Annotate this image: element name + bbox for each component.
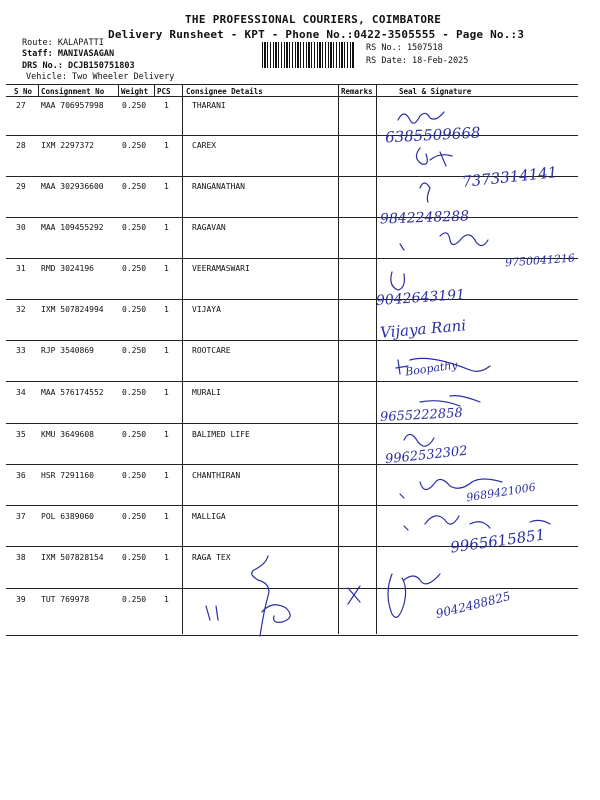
row-consignee: RANGANATHAN [192, 182, 245, 191]
row-weight: 0.250 [122, 388, 147, 397]
rs-date: RS Date: 18-Feb-2025 [366, 56, 469, 66]
cross-mark [348, 586, 360, 604]
row-weight: 0.250 [122, 223, 147, 232]
row-consignee: RAGA TEX [192, 553, 231, 562]
row-consignment: IXM 507824994 [41, 305, 104, 314]
signature-scribble [252, 556, 290, 636]
row-sno: 31 [16, 264, 26, 273]
handwritten-signature: 9750041216 [504, 251, 576, 270]
row-consignee: CAREX [192, 141, 217, 150]
handwritten-signature: Vijaya Rani [379, 316, 467, 342]
company-title: THE PROFESSIONAL COURIERS, COIMBATORE [185, 13, 442, 26]
row-weight: 0.250 [122, 430, 147, 439]
handwritten-signature: 9655222858 [379, 405, 464, 426]
row-consignment: RMD 3024196 [41, 264, 94, 273]
signature-scribble [398, 112, 444, 123]
handwritten-signature: Boopathy [404, 358, 459, 379]
handwritten-signature: 9042488825 [434, 588, 512, 622]
row-consignment: POL 6389060 [41, 512, 94, 521]
handwritten-signature: 9842248288 [379, 208, 470, 228]
tally-mark [206, 606, 218, 620]
row-consignment: TUT 769978 [41, 595, 90, 604]
row-weight: 0.250 [122, 553, 147, 562]
row-consignment: IXM 2297372 [41, 141, 94, 150]
signature-scribble [400, 479, 502, 498]
row-consignment: MAA 302936600 [41, 182, 104, 191]
row-weight: 0.250 [122, 471, 147, 480]
row-weight: 0.250 [122, 512, 147, 521]
signature-scribble [400, 233, 488, 250]
row-consignment: MAA 706957998 [41, 101, 104, 110]
runsheet-subtitle: Delivery Runsheet - KPT - Phone No.:0422-3505555 - Page No.:3 [108, 28, 525, 41]
row-pcs: 1 [164, 430, 169, 439]
col-header-consignee: Consignee Details [186, 87, 263, 96]
handwritten-signature: 9965615851 [449, 525, 547, 557]
row-consignee: MURALI [192, 388, 221, 397]
row-weight: 0.250 [122, 182, 147, 191]
row-weight: 0.250 [122, 346, 147, 355]
row-consignee: THARANI [192, 101, 226, 110]
row-consignment: MAA 576174552 [41, 388, 104, 397]
row-sno: 34 [16, 388, 26, 397]
signature-scribble [404, 434, 434, 446]
row-sno: 29 [16, 182, 26, 191]
staff-label: Staff: MANIVASAGAN [22, 49, 115, 59]
row-sno: 32 [16, 305, 26, 314]
row-sno: 38 [16, 553, 26, 562]
handwritten-signature: 9689421006 [465, 480, 537, 505]
row-sno: 28 [16, 141, 26, 150]
row-consignee: VIJAYA [192, 305, 221, 314]
col-header-sno: S No [14, 87, 33, 96]
row-pcs: 1 [164, 471, 169, 480]
rs-number: RS No.: 1507518 [366, 43, 443, 53]
row-consignee: BALIMED LIFE [192, 430, 250, 439]
row-pcs: 1 [164, 512, 169, 521]
signature-scribble [396, 358, 490, 374]
row-weight: 0.250 [122, 101, 147, 110]
row-weight: 0.250 [122, 141, 147, 150]
signature-scribble [404, 516, 550, 530]
col-header-weight: Weight [121, 87, 149, 96]
col-header-consignment: Consignment No [41, 87, 105, 96]
handwritten-signature: 7373314141 [461, 163, 559, 191]
row-weight: 0.250 [122, 595, 147, 604]
row-consignee: MALLIGA [192, 512, 226, 521]
row-pcs: 1 [164, 346, 169, 355]
row-sno: 39 [16, 595, 26, 604]
vehicle-label: Vehicle: Two Wheeler Delivery [26, 72, 175, 82]
row-sno: 30 [16, 223, 26, 232]
row-consignment: KMU 3649608 [41, 430, 94, 439]
row-pcs: 1 [164, 264, 169, 273]
route-label: Route: KALAPATTI [22, 38, 104, 48]
handwritten-signature: 9962532302 [384, 443, 469, 468]
signature-scribble [391, 272, 405, 290]
row-consignment: HSR 7291160 [41, 471, 94, 480]
row-consignee: VEERAMASWARI [192, 264, 250, 273]
signature-scribble [416, 148, 452, 166]
drs-label: DRS No.: DCJB150751803 [22, 61, 135, 71]
col-header-remarks: Remarks [341, 87, 373, 96]
row-pcs: 1 [164, 101, 169, 110]
handwritten-signature: 6385509668 [384, 123, 481, 147]
row-consignment: MAA 109455292 [41, 223, 104, 232]
handwritten-signature: 9042643191 [375, 286, 466, 310]
row-consignment: IXM 507828154 [41, 553, 104, 562]
row-pcs: 1 [164, 141, 169, 150]
row-consignee: CHANTHIRAN [192, 471, 241, 480]
row-pcs: 1 [164, 223, 169, 232]
row-sno: 37 [16, 512, 26, 521]
signature-scribble [420, 183, 430, 202]
row-sno: 27 [16, 101, 26, 110]
row-pcs: 1 [164, 553, 169, 562]
row-sno: 33 [16, 346, 26, 355]
signature-scribble [420, 396, 480, 406]
row-consignment: RJP 3540869 [41, 346, 94, 355]
signature-scribble [388, 574, 440, 617]
row-pcs: 1 [164, 305, 169, 314]
row-pcs: 1 [164, 595, 169, 604]
row-weight: 0.250 [122, 264, 147, 273]
row-sno: 36 [16, 471, 26, 480]
row-consignee: RAGAVAN [192, 223, 226, 232]
row-pcs: 1 [164, 388, 169, 397]
row-weight: 0.250 [122, 305, 147, 314]
row-consignee: ROOTCARE [192, 346, 231, 355]
row-pcs: 1 [164, 182, 169, 191]
col-header-signature: Seal & Signature [399, 87, 472, 96]
col-header-pcs: PCS [157, 87, 171, 96]
row-sno: 35 [16, 430, 26, 439]
